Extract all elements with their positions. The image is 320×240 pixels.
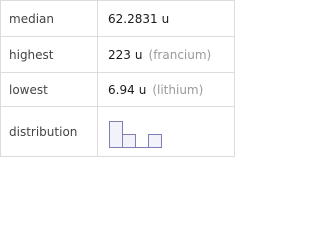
highest-value-cell [98, 37, 234, 72]
lowest-value: 6.94 [108, 82, 135, 97]
distribution-histogram [108, 113, 178, 153]
histogram-bar [149, 135, 162, 148]
median-value-cell [98, 1, 234, 36]
lowest-unit: u [138, 82, 147, 97]
highest-label: highest [1, 37, 98, 72]
table-row-distribution [1, 107, 234, 157]
table-row-highest [1, 37, 234, 73]
highest-value: 223 [108, 47, 131, 62]
median-label: median [1, 1, 98, 36]
lowest-element-note: (lithium) [152, 82, 204, 97]
table-row-lowest [1, 73, 234, 107]
stats-table [0, 0, 235, 157]
median-value: 62.2831 [108, 11, 158, 26]
lowest-label: lowest [1, 73, 98, 106]
distribution-label: distribution [1, 107, 98, 157]
table-row-median [1, 1, 234, 37]
histogram-bar [110, 122, 123, 148]
highest-unit: u [134, 47, 143, 62]
distribution-value-cell [98, 107, 234, 157]
highest-element-note: (francium) [148, 47, 212, 62]
lowest-value-cell [98, 73, 234, 106]
histogram-bar [123, 135, 136, 148]
median-unit: u [161, 11, 170, 26]
